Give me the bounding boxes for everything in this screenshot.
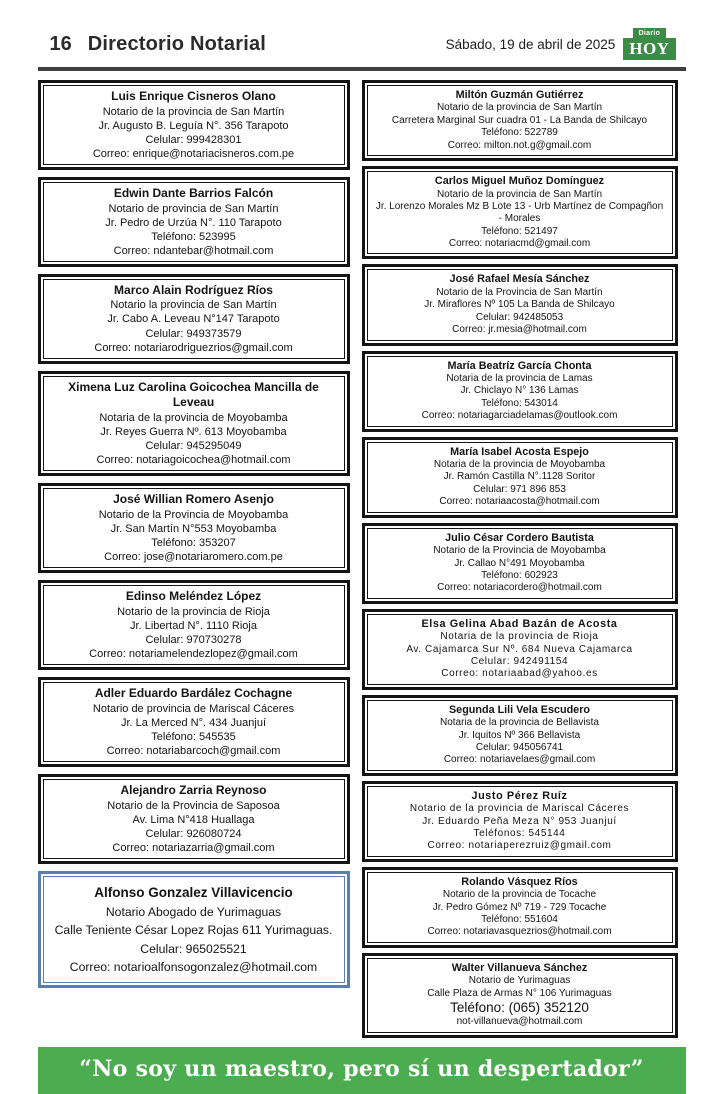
notary-name: José Rafael Mesía Sánchez (449, 273, 590, 286)
notary-card-line: Notario de la Provincia de Moyobamba (433, 545, 606, 557)
notary-name: Edwin Dante Barrios Falcón (113, 185, 274, 200)
notary-name: Alfonso Gonzalez Villavicencio (94, 884, 293, 900)
notary-card-inner (43, 488, 345, 568)
notary-card-line: Notaria de la provincia de Moyobamba (433, 459, 606, 471)
notary-card-line: Celular: 945056741 (475, 741, 564, 753)
notary-card-line: Jr. Reyes Guerra Nº. 613 Moyobamba (100, 425, 287, 438)
notary-card (362, 695, 678, 776)
notary-card-line: Notario de la provincia de Tocache (442, 889, 597, 901)
notary-card (362, 166, 678, 259)
notary-card-line: Celular: 999428301 (145, 133, 242, 146)
notary-name: Alejandro Zarria Reynoso (120, 782, 267, 797)
logo-diario-label: Diario (633, 28, 667, 38)
notary-card-inner (367, 85, 673, 156)
notary-card-line: Carretera Marginal Sur cuadra 01 - La Banda de Shilcayo (391, 114, 648, 126)
notary-email: Correo: milton.not.g@gmail.com (447, 139, 592, 151)
notary-card-line: Jr. Cabo A. Leveau N°147 Tarapoto (107, 313, 280, 326)
notary-card-inner (367, 442, 673, 513)
notary-card-line: Notario de la Provincia de Saposoa (107, 799, 280, 812)
notary-card-inner (367, 786, 673, 857)
notary-card-line: Notario de provincia de Mariscal Cáceres (92, 702, 295, 715)
notary-card-inner (367, 700, 673, 771)
notary-name: Ximena Luz Carolina Goicochea Mancilla de Leveau (68, 379, 319, 410)
notary-card-line: Celular: 970730278 (145, 633, 242, 646)
notary-card-line: Jr. Miraflores Nº 105 La Banda de Shilcayo (424, 299, 615, 311)
notary-card (38, 677, 350, 767)
notary-card-inner (43, 585, 345, 665)
notary-card-inner (43, 376, 345, 472)
page-number: 16 (49, 32, 72, 55)
notary-card-line: Jr. Ramón Castilla N°.1128 Soritor (443, 471, 596, 483)
notary-card-line: Celular: 942485053 (475, 311, 564, 323)
notary-name: Segunda Lili Vela Escudero (448, 703, 590, 716)
notary-email: Correo: notariavelaes@gmail.com (443, 754, 596, 766)
notary-card-line: Jr. Eduardo Peña Meza N° 953 Juanjuí (422, 815, 617, 827)
notary-card (362, 264, 678, 345)
notary-email: Correo: notariabarcoch@gmail.com (106, 744, 281, 757)
notary-card-line: Celular: 965025521 (140, 941, 247, 956)
newspaper-page (38, 0, 686, 1094)
notary-name: Miltón Guzmán Gutiérrez (455, 89, 584, 101)
notary-card-line: Jr. Iquitos Nº 366 Bellavista (458, 729, 581, 741)
notary-name: Edinso Meléndez López (125, 589, 262, 604)
notary-card-line: Notario de provincia de San Martín (108, 202, 279, 215)
notary-name: Adler Eduardo Bardález Cochagne (94, 686, 293, 701)
notary-email: not-villanueva@hotmail.com (456, 1016, 583, 1028)
notary-card (362, 437, 678, 518)
notary-name: Marco Alain Rodríguez Ríos (114, 282, 273, 297)
notary-card (362, 867, 678, 948)
logo-hoy-label: HOY (623, 38, 675, 60)
notary-card (38, 483, 350, 573)
notary-card-inner (43, 85, 345, 165)
notary-name: Elsa Gelina Abad Bazán de Acosta (421, 617, 618, 630)
notary-card-line: Notario la provincia de San Martín (110, 299, 277, 312)
notary-card-line: Jr. Libertad N°. 1110 Rioja (130, 619, 257, 632)
notary-email: Correo: notariacordero@hotmail.com (437, 582, 602, 594)
page-title: Directorio Notarial (87, 32, 267, 55)
notary-card-line: Teléfono: 353207 (151, 536, 236, 549)
notary-email: Correo: notariagoicochea@hotmail.com (96, 454, 291, 467)
notary-name: Carlos Miguel Muñoz Domínguez (434, 175, 605, 188)
notary-card-inner (367, 171, 673, 254)
diario-hoy-logo (623, 28, 675, 60)
notary-card-line: Av. Lima N°418 Huallaga (132, 813, 255, 826)
notary-card (38, 371, 350, 477)
notary-card (38, 80, 350, 170)
notary-card-line: Jr. Pedro de Urzúa N°. 110 Tarapoto (105, 216, 282, 229)
notary-name: José Willian Romero Asenjo (113, 492, 274, 507)
notary-card-line: Av. Cajamarca Sur Nº. 684 Nueva Cajamarca (406, 643, 633, 655)
notary-card (362, 953, 678, 1038)
notary-card-line: Teléfono: (065) 352120 (450, 1000, 589, 1016)
notary-card-inner (43, 182, 345, 262)
notary-card-inner (367, 269, 673, 340)
notary-card (38, 580, 350, 670)
notary-card-inner (367, 614, 673, 685)
directory-columns (38, 80, 686, 1038)
notary-email: Correo: notariarodriguezrios@gmail.com (94, 341, 293, 354)
notary-card-line: Jr. La Merced N°. 434 Juanjuí (120, 716, 267, 729)
notary-email: Correo: notariaabad@yahoo.es (441, 668, 598, 680)
notary-card-line: Teléfono: 543014 (481, 397, 558, 409)
notary-name: María Isabel Acosta Espejo (450, 445, 589, 458)
notary-card-line: Jr. Lorenzo Morales Mz B Lote 13 - Urb Martínez de Compagñon (375, 200, 664, 212)
notary-name: María Beatríz García Chonta (447, 359, 592, 372)
notary-card (362, 781, 678, 862)
notary-card-line: Notario de Yurimaguas (468, 975, 571, 987)
notary-card-line: Teléfono: 522789 (481, 127, 558, 139)
notary-card-line: Teléfono: 602923 (481, 569, 558, 581)
notary-card-line: Notaria de la provincia de Moyobamba (99, 411, 288, 424)
notary-card-line: Notaria de la provincia de Rioja (440, 631, 599, 643)
issue-date: Sábado, 19 de abril de 2025 (445, 36, 616, 52)
notary-card-line: Calle Plaza de Armas N° 106 Yurimaguas (427, 987, 612, 999)
notary-card (362, 351, 678, 432)
notary-email: Correo: notariazarria@gmail.com (112, 841, 275, 854)
notary-email: Correo: notariamelendezlopez@gmail.com (89, 647, 298, 660)
notary-email: Correo: notariaacosta@hotmail.com (439, 496, 600, 508)
quote-text: “No soy un maestro, pero sí un despertador” (79, 1055, 644, 1082)
notary-card-line: Notario de la Provincia de San Martín (436, 286, 603, 298)
notary-card-line: Teléfono: 545535 (151, 730, 236, 743)
notary-card-line: Notario de la provincia de San Martín (436, 102, 603, 114)
notary-name: Luis Enrique Cisneros Olano (111, 89, 276, 103)
notary-card-inner (43, 279, 345, 359)
notary-card-inner (43, 682, 345, 762)
notary-card-line: Jr. San Martín N°553 Moyobamba (110, 522, 277, 535)
notary-card-inner (43, 779, 345, 859)
notary-card-line: Notaria de la provincia de Bellavista (440, 717, 599, 729)
notary-card-line: Teléfonos: 545144 (473, 828, 566, 840)
notary-card-line: - Morales (498, 213, 541, 225)
notary-card (38, 274, 350, 364)
notary-card-line: Calle Teniente César Lopez Rojas 611 Yurimaguas. (54, 923, 333, 938)
notary-card-line: Celular: 949373579 (145, 327, 242, 340)
notary-card-line: Jr. Pedro Gómez Nº 719 - 729 Tocache (432, 901, 607, 913)
notary-email: Correo: jr.mesia@hotmail.com (452, 324, 587, 336)
notary-card-line: Notario Abogado de Yurimaguas (105, 905, 282, 920)
notary-card-inner (367, 356, 673, 427)
notary-card (38, 871, 350, 988)
notary-card-line: Celular: 926080724 (145, 827, 242, 840)
notary-name: Julio César Cordero Bautista (445, 531, 594, 544)
notary-card-line: Teléfono: 523995 (151, 230, 236, 243)
notary-name: Walter Villanueva Sánchez (451, 961, 588, 974)
notary-card-line: Notario de la provincia de San Martín (436, 188, 603, 200)
notary-card-inner (367, 528, 673, 599)
notary-card-line: Notario de la provincia de Mariscal Cáceres (409, 803, 630, 815)
notary-card (38, 774, 350, 864)
header-divider (38, 67, 686, 71)
notary-card-inner (367, 872, 673, 943)
notary-email: Correo: notarioalfonsogonzalez@hotmail.com (69, 959, 318, 974)
notary-email: Correo: notariacmd@gmail.com (448, 238, 591, 250)
notary-card-line: Notario de la provincia de San Martín (102, 105, 285, 118)
notary-card-inner (367, 958, 673, 1033)
notary-card (362, 609, 678, 690)
notary-card-line: Notario de la Provincia de Moyobamba (98, 508, 289, 521)
notary-card-line: Teléfono: 521497 (481, 225, 558, 237)
notary-card-line: Notaria de la provincia de Lamas (446, 373, 593, 385)
notary-card (362, 80, 678, 161)
notary-email: Correo: jose@notariaromero.com.pe (104, 551, 283, 564)
notary-email: Correo: enrique@notariacisneros.com.pe (92, 147, 295, 160)
notary-email: Correo: notariavasquezrios@hotmail.com (427, 926, 612, 938)
notary-card (38, 177, 350, 267)
right-column (362, 80, 678, 1038)
notary-name: Rolando Vásquez Ríos (461, 875, 578, 888)
notary-card-line: Jr. Chiclayo N° 136 Lamas (460, 385, 579, 397)
notary-card-line: Teléfono: 551604 (481, 914, 558, 926)
left-column (38, 80, 350, 988)
masthead (38, 28, 686, 60)
notary-name: Justo Pérez Ruíz (471, 789, 568, 802)
notary-card-line: Jr. Augusto B. Leguía N°. 356 Tarapoto (98, 119, 289, 132)
notary-card-line: Notario de la provincia de Rioja (117, 605, 270, 618)
quote-banner (38, 1047, 686, 1094)
notary-card-line: Celular: 971 896 853 (473, 483, 566, 495)
notary-card (362, 523, 678, 604)
notary-card-line: Celular: 945295049 (145, 440, 242, 453)
notary-email: Correo: notariagarciadelamas@outlook.com (421, 410, 618, 422)
notary-card-inner (43, 876, 345, 983)
notary-card-line: Jr. Callao N°491 Moyobamba (454, 557, 585, 569)
notary-email: Correo: notariaperezruiz@gmail.com (427, 840, 612, 852)
notary-card-line: Celular: 942491154 (470, 655, 569, 667)
notary-email: Correo: ndantebar@hotmail.com (113, 244, 274, 257)
